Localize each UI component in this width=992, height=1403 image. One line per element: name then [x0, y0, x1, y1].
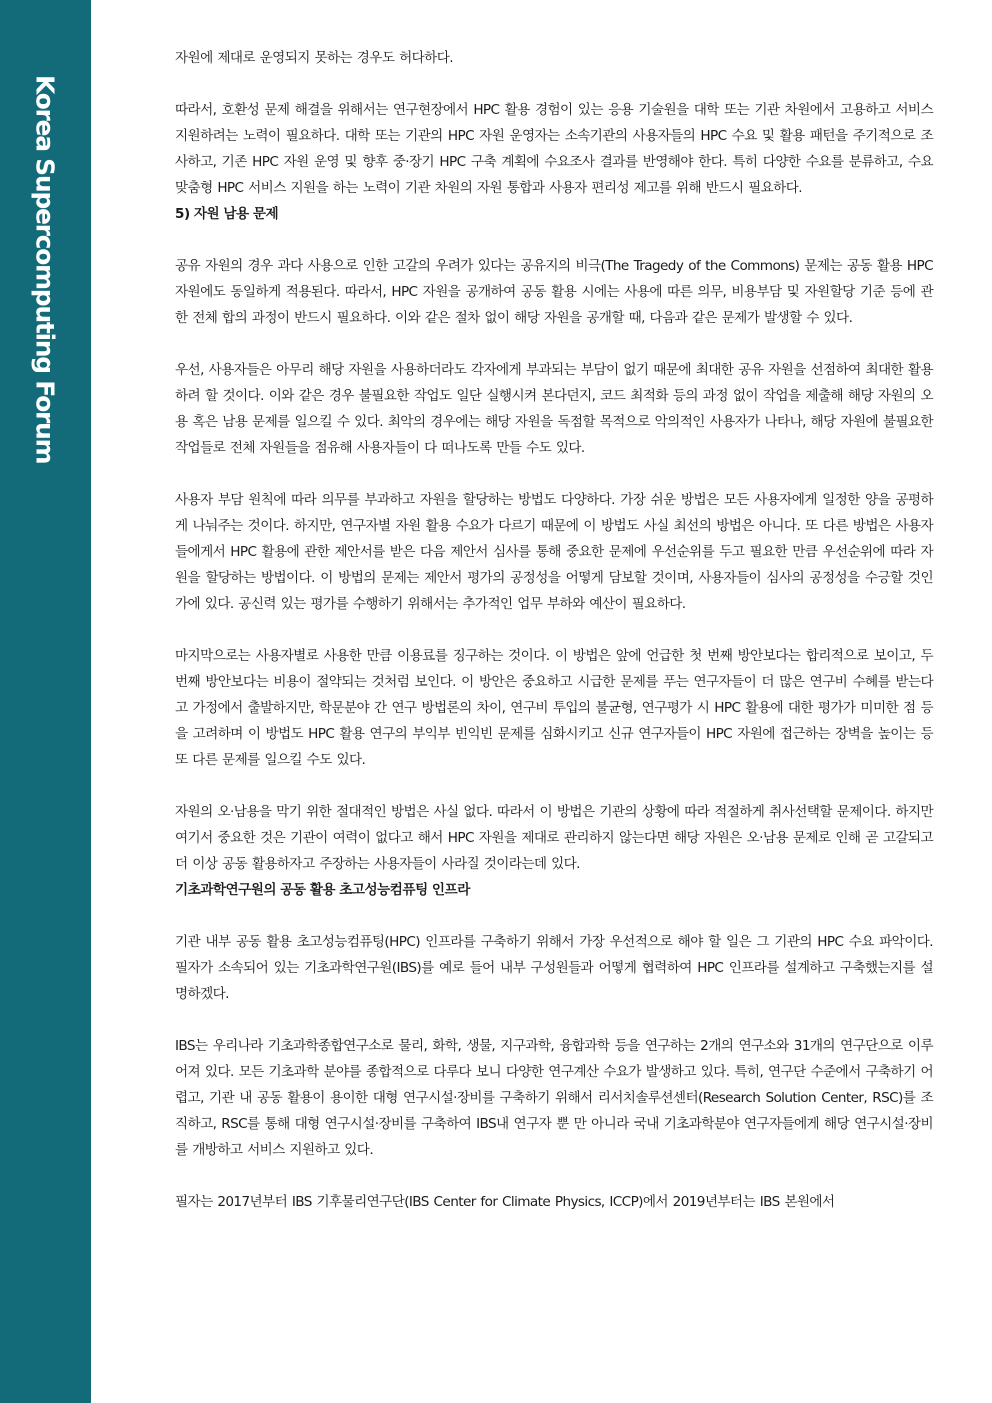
paragraph: 필자는 2017년부터 IBS 기후물리연구단(IBS Center for Climate Physics, ICCP)에서 2019년부터는 IBS 본원에서 [175, 1194, 835, 1210]
article-body [175, 45, 933, 1215]
section-heading: 기초과학연구원의 공동 활용 초고성능컴퓨팅 인프라 [175, 882, 470, 898]
paragraph: 따라서, 호환성 문제 해결을 위해서는 연구현장에서 HPC 활용 경험이 있는 응용 기술원을 대학 또는 기관 차원에서 고용하고 서비스 지원하려는 노력이 필요하다. 대학 또는 기관의 HPC 자원 운영자는 소속기관의 사용자들의 HPC 수요 및 활용 패턴을 주기적으로 조사하고, 기존 HPC 자원 운영 및 향후 중·장기 HPC 구축 계획에 수요조사 결과를 반영해야 한다. 특히 다양한 수요를 분류하고, 수요 맞춤형 HPC 서비스 지원을 하는 노력이 기관 차원의 자원 통합과 사용자 편리성 제고를 위해 반드시 필요하다. [175, 102, 933, 196]
paragraph: 기관 내부 공동 활용 초고성능컴퓨팅(HPC) 인프라를 구축하기 위해서 가장 우선적으로 해야 할 일은 그 기관의 HPC 수요 파악이다. 필자가 소속되어 있는 기초과학연구원(IBS)를 예로 들어 내부 구성원들과 어떻게 협력하여 HPC 인프라를 설계하고 구축했는지를 설명하겠다. [175, 934, 933, 1002]
section-heading: 5) 자원 남용 문제 [175, 206, 279, 222]
paragraph: 자원의 오·남용을 막기 위한 절대적인 방법은 사실 없다. 따라서 이 방법은 기관의 상황에 따라 적절하게 취사선택할 문제이다. 하지만 여기서 중요한 것은 기관이 여력이 없다고 해서 HPC 자원을 제대로 관리하지 않는다면 해당 자원은 오·남용 문제로 인해 곧 고갈되고 더 이상 공동 활용하자고 주장하는 사용자들이 사라질 것이라는데 있다. [175, 804, 933, 872]
paragraph: 사용자 부담 원칙에 따라 의무를 부과하고 자원을 할당하는 방법도 다양하다. 가장 쉬운 방법은 모든 사용자에게 일정한 양을 공평하게 나눠주는 것이다. 하지만, 연구자별 자원 활용 수요가 다르기 때문에 이 방법도 사실 최선의 방법은 아니다. 또 다른 방법은 사용자들에게서 HPC 활용에 관한 제안서를 받은 다음 제안서 심사를 통해 중요한 문제에 우선순위를 두고 필요한 만큼 우선순위에 따라 자원을 할당하는 방법이다. 이 방법의 문제는 제안서 평가의 공정성을 어떻게 담보할 것이며, 사용자들이 심사의 공정성을 수긍할 것인가에 있다. 공신력 있는 평가를 수행하기 위해서는 추가적인 업무 부하와 예산이 필요하다. [175, 492, 933, 612]
paragraph: 마지막으로는 사용자별로 사용한 만큼 이용료를 징구하는 것이다. 이 방법은 앞에 언급한 첫 번째 방안보다는 합리적으로 보이고, 두 번째 방안보다는 비용이 절약되는 것처럼 보인다. 이 방안은 중요하고 시급한 문제를 푸는 연구자들이 더 많은 연구비 수혜를 받는다고 가정에서 출발하지만, 학문분야 간 연구 방법론의 차이, 연구비 투입의 불균형, 연구평가 시 HPC 활용에 대한 평가가 미미한 점 등을 고려하며 이 방법도 HPC 활용 연구의 부익부 빈익빈 문제를 심화시키고 신규 연구자들이 HPC 자원에 접근하는 장벽을 높이는 등 또 다른 문제를 일으킬 수도 있다. [175, 648, 933, 768]
sidebar-band [0, 0, 91, 1403]
paragraph: 공유 자원의 경우 과다 사용으로 인한 고갈의 우려가 있다는 공유지의 비극(The Tragedy of the Commons) 문제는 공동 활용 HPC 자원에도 동일하게 적용된다. 따라서, HPC 자원을 공개하여 공동 활용 시에는 사용에 따른 의무, 비용부담 및 자원할당 기준 등에 관한 전체 합의 과정이 반드시 필요하다. 이와 같은 절차 없이 해당 자원을 공개할 때, 다음과 같은 문제가 발생할 수 있다. [175, 258, 933, 326]
paragraph: 자원에 제대로 운영되지 못하는 경우도 허다하다. [175, 50, 453, 66]
paragraph: 우선, 사용자들은 아무리 해당 자원을 사용하더라도 각자에게 부과되는 부담이 없기 때문에 최대한 공유 자원을 선점하여 최대한 활용하려 할 것이다. 이와 같은 경우 불필요한 작업도 일단 실행시켜 본다던지, 코드 최적화 등의 과정 없이 작업을 제출해 해당 자원의 오용 혹은 남용 문제를 일으킬 수 있다. 최악의 경우에는 해당 자원을 독점할 목적으로 악의적인 사용자가 나타나, 해당 자원에 불필요한 작업들로 전체 자원들을 점유해 사용자들이 다 떠나도록 만들 수도 있다. [175, 362, 933, 456]
paragraph: IBS는 우리나라 기초과학종합연구소로 물리, 화학, 생물, 지구과학, 융합과학 등을 연구하는 2개의 연구소와 31개의 연구단으로 이루어져 있다. 모든 기초과학 분야를 종합적으로 다루다 보니 다양한 연구계산 수요가 발생하고 있다. 특히, 연구단 수준에서 구축하기 어렵고, 기관 내 공동 활용이 용이한 대형 연구시설·장비를 구축하기 위해서 리서치솔루션센터(Research Solution Center, RSC)를 조직하고, RSC를 통해 대형 연구시설·장비를 구축하여 IBS내 연구자 뿐 만 아니라 국내 기초과학분야 연구자들에게 해당 연구시설·장비를 개방하고 서비스 지원하고 있다. [175, 1038, 933, 1158]
sidebar-title: Korea Supercomputing Forum [30, 75, 60, 464]
